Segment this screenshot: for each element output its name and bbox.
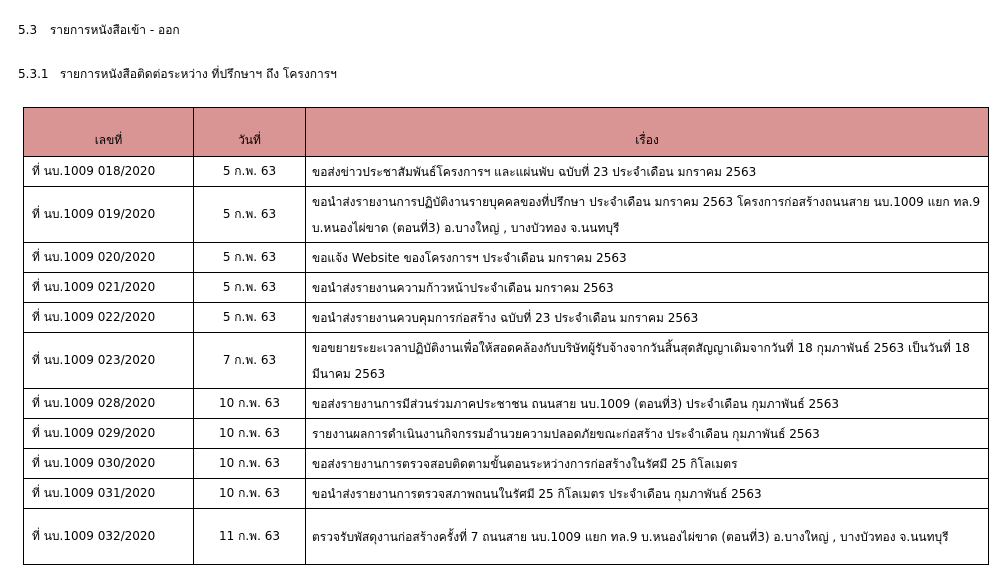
column-header-date: วันที่ [194, 108, 306, 157]
document-number: ที่ นบ.1009 032/2020 [24, 509, 194, 565]
document-subject: ขอส่งรายงานการมีส่วนร่วมภาคประชาชน ถนนสาย นบ.1009 (ตอนที่3) ประจำเดือน กุมภาพันธ์ 2563 [306, 389, 989, 419]
document-subject: ขอแจ้ง Website ของโครงการฯ ประจำเดือน มกราคม 2563 [306, 243, 989, 273]
section-number: 5.3 [18, 23, 38, 37]
document-date: 5 ก.พ. 63 [194, 157, 306, 187]
document-date: 10 ก.พ. 63 [194, 389, 306, 419]
table-row [24, 389, 989, 419]
document-number: ที่ นบ.1009 028/2020 [24, 389, 194, 419]
table-header-row [24, 108, 989, 157]
document-number: ที่ นบ.1009 029/2020 [24, 419, 194, 449]
table-row [24, 187, 989, 243]
document-number: ที่ นบ.1009 023/2020 [24, 333, 194, 389]
document-date: 11 ก.พ. 63 [194, 509, 306, 565]
table-row [24, 157, 989, 187]
section-title: รายการหนังสือเข้า - ออก [49, 23, 180, 37]
document-date: 10 ก.พ. 63 [194, 419, 306, 449]
column-header-number: เลขที่ [24, 108, 194, 157]
document-number: ที่ นบ.1009 030/2020 [24, 449, 194, 479]
table-row [24, 243, 989, 273]
document-subject: ขอส่งข่าวประชาสัมพันธ์โครงการฯ และแผ่นพับ ฉบับที่ 23 ประจำเดือน มกราคม 2563 [306, 157, 989, 187]
document-subject: ตรวจรับพัสดุงานก่อสร้างครั้งที่ 7 ถนนสาย นบ.1009 แยก ทล.9 บ.หนองไผ่ขาด (ตอนที่3) อ.บางใหญ่ , บางบัวทอง จ.นนทบุรี [306, 509, 989, 565]
subsection-title: รายการหนังสือติดต่อระหว่าง ที่ปรึกษาฯ ถึง โครงการฯ [59, 67, 337, 81]
correspondence-table [23, 107, 989, 565]
table-row [24, 509, 989, 565]
document-number: ที่ นบ.1009 019/2020 [24, 187, 194, 243]
document-number: ที่ นบ.1009 018/2020 [24, 157, 194, 187]
subsection-heading [18, 66, 337, 82]
table-row [24, 273, 989, 303]
document-subject: ขอนำส่งรายงานความก้าวหน้าประจำเดือน มกราคม 2563 [306, 273, 989, 303]
document-subject: รายงานผลการดำเนินงานกิจกรรมอำนวยความปลอดภัยขณะก่อสร้าง ประจำเดือน กุมภาพันธ์ 2563 [306, 419, 989, 449]
document-date: 5 ก.พ. 63 [194, 187, 306, 243]
table-row [24, 333, 989, 389]
table-row [24, 303, 989, 333]
document-date: 10 ก.พ. 63 [194, 449, 306, 479]
document-date: 10 ก.พ. 63 [194, 479, 306, 509]
table-row [24, 479, 989, 509]
document-date: 7 ก.พ. 63 [194, 333, 306, 389]
subsection-number: 5.3.1 [18, 67, 49, 81]
document-date: 5 ก.พ. 63 [194, 303, 306, 333]
document-subject: ขอส่งรายงานการตรวจสอบติดตามขั้นตอนระหว่างการก่อสร้างในรัศมี 25 กิโลเมตร [306, 449, 989, 479]
document-number: ที่ นบ.1009 031/2020 [24, 479, 194, 509]
section-heading [18, 22, 180, 38]
document-date: 5 ก.พ. 63 [194, 273, 306, 303]
column-header-subject: เรื่อง [306, 108, 989, 157]
document-number: ที่ นบ.1009 022/2020 [24, 303, 194, 333]
document-date: 5 ก.พ. 63 [194, 243, 306, 273]
document-number: ที่ นบ.1009 021/2020 [24, 273, 194, 303]
table-row [24, 449, 989, 479]
table-row [24, 419, 989, 449]
document-subject: ขอนำส่งรายงานการตรวจสภาพถนนในรัศมี 25 กิโลเมตร ประจำเดือน กุมภาพันธ์ 2563 [306, 479, 989, 509]
document-number: ที่ นบ.1009 020/2020 [24, 243, 194, 273]
document-subject: ขอนำส่งรายงานควบคุมการก่อสร้าง ฉบับที่ 23 ประจำเดือน มกราคม 2563 [306, 303, 989, 333]
document-subject: ขอขยายระยะเวลาปฏิบัติงานเพื่อให้สอดคล้องกับบริษัทผู้รับจ้างจากวันสิ้นสุดสัญญาเดิมจากวันที่ 18 กุมภาพันธ์ 2563 เป็นวันที่ 18 มีนาคม 2563 [306, 333, 989, 389]
document-subject: ขอนำส่งรายงานการปฏิบัติงานรายบุคคลของที่ปรึกษา ประจำเดือน มกราคม 2563 โครงการก่อสร้างถนนสาย นบ.1009 แยก ทล.9 บ.หนองไผ่ขาด (ตอนที่3) อ.บางใหญ่ , บางบัวทอง จ.นนทบุรี [306, 187, 989, 243]
